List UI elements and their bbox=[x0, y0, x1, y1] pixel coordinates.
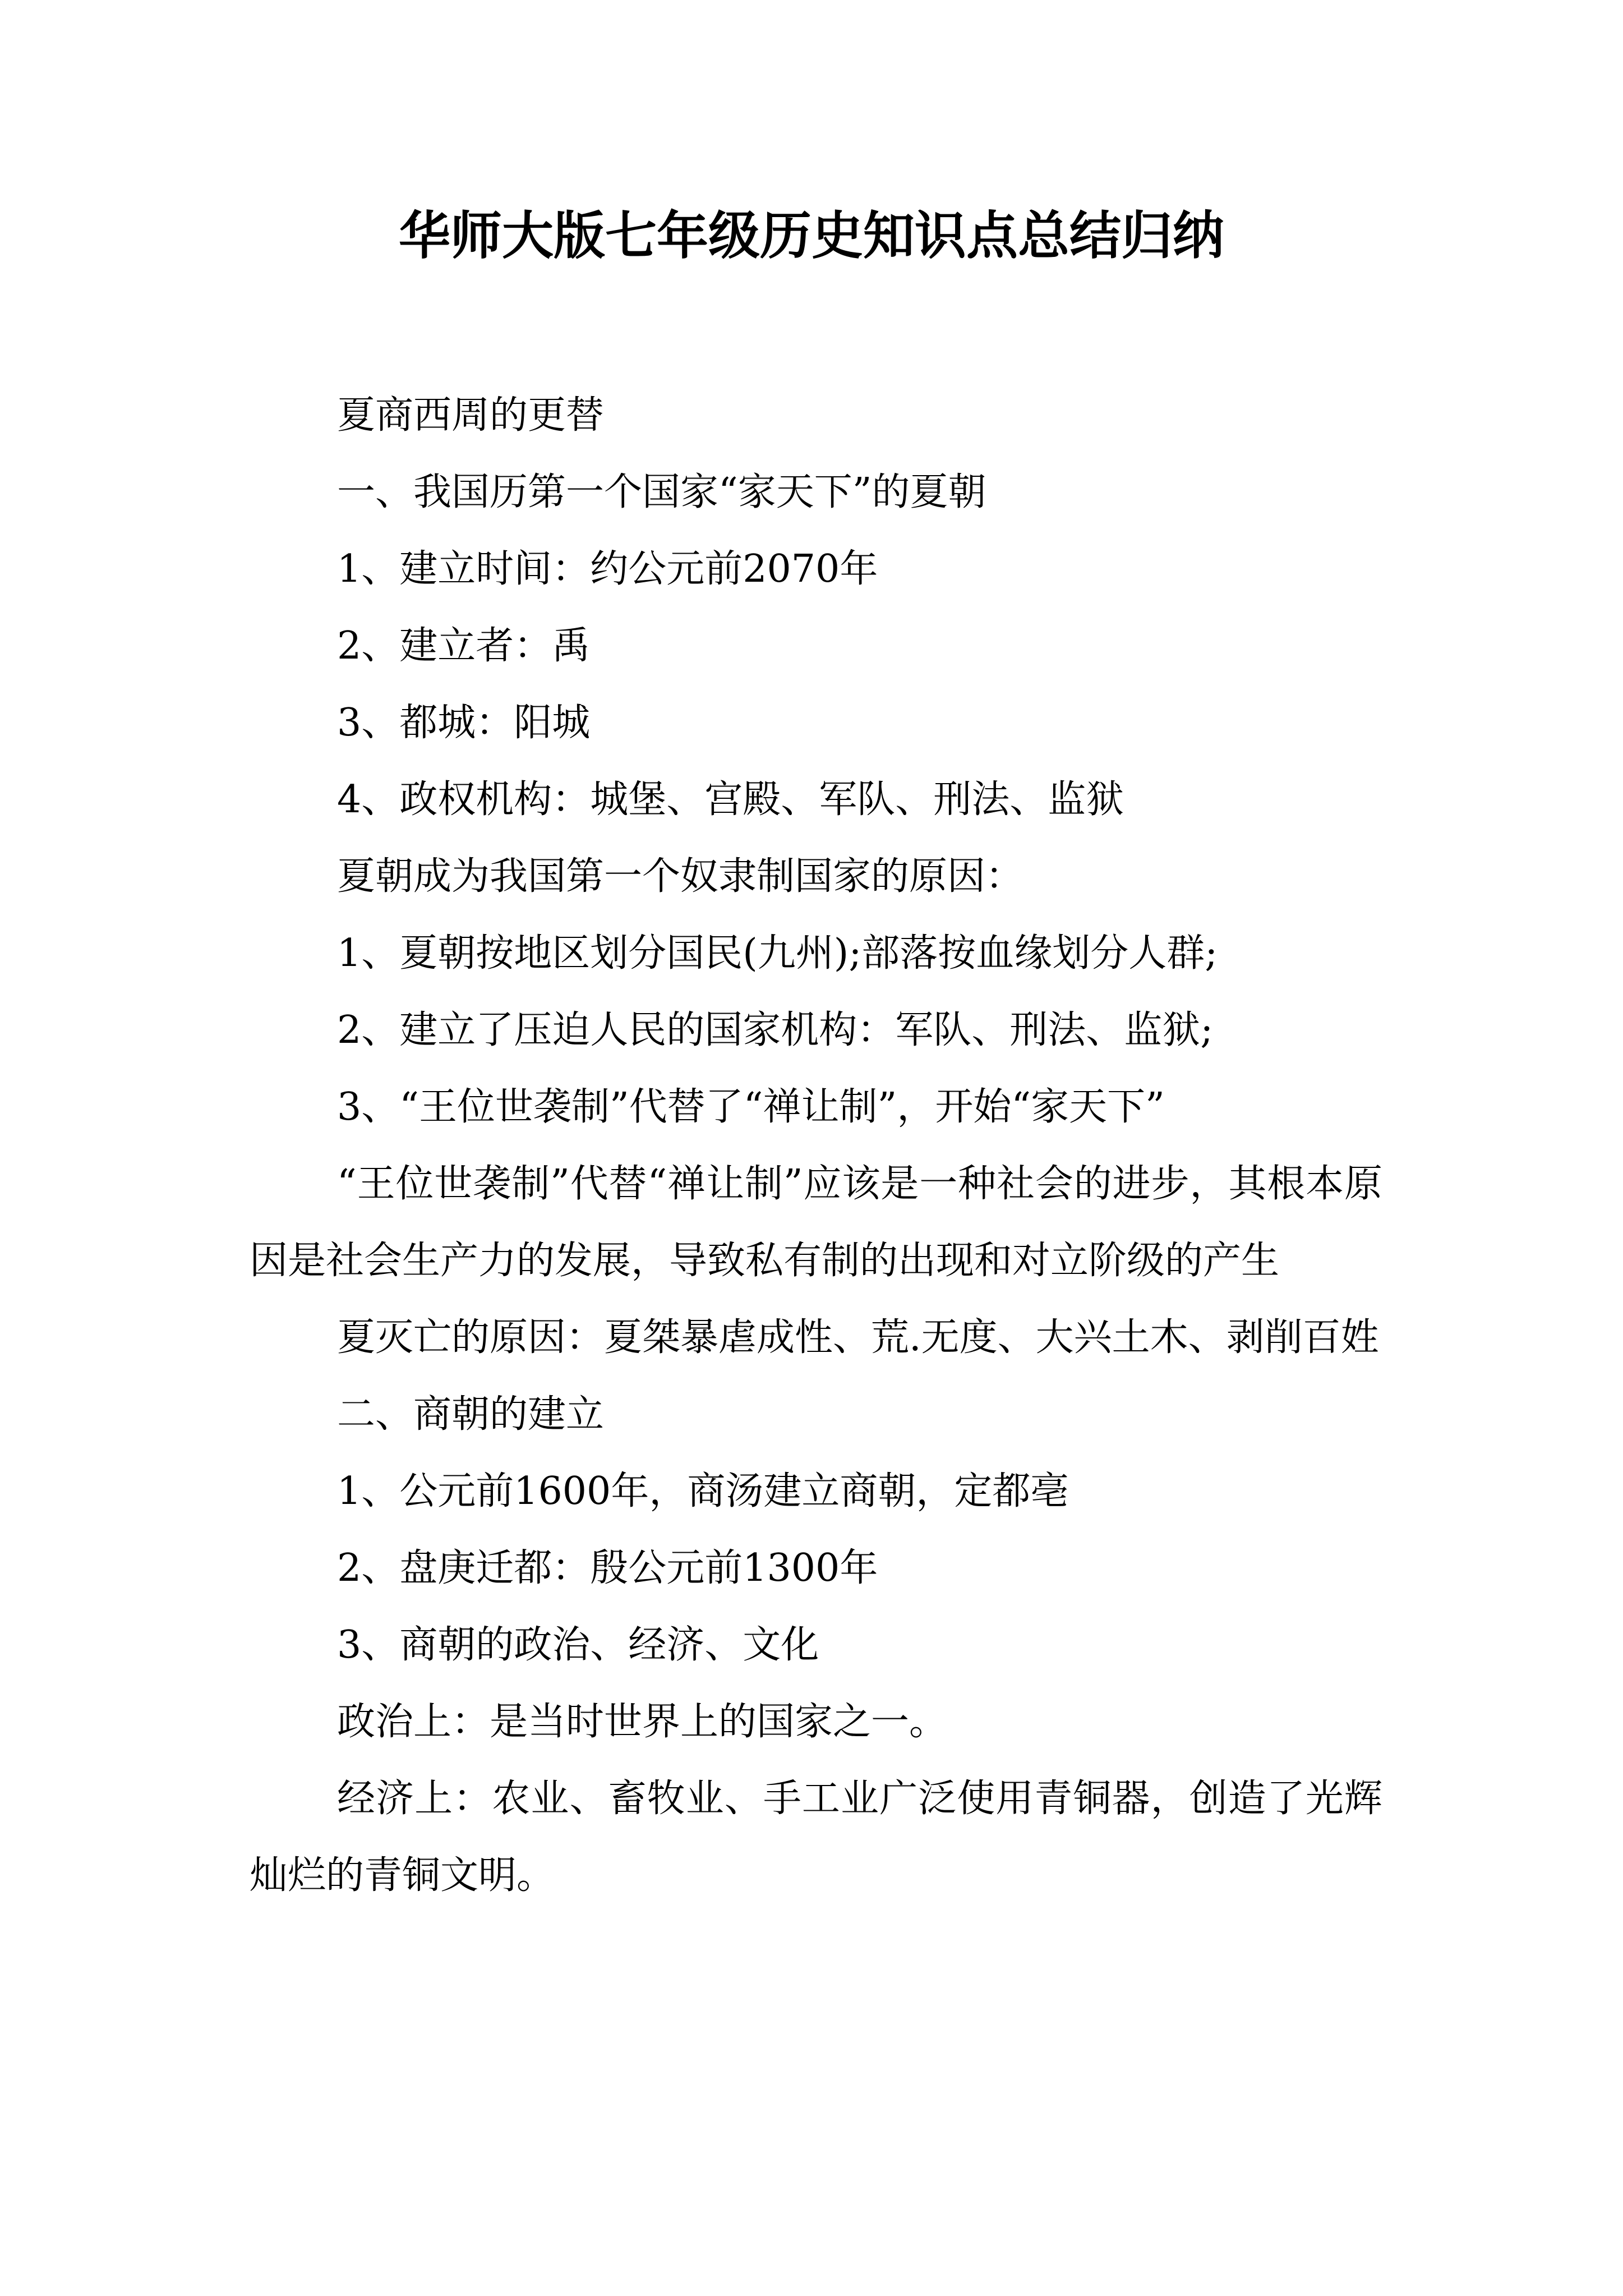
paragraph: 二、商朝的建立 bbox=[337, 1392, 605, 1437]
paragraph: 夏商西周的更替 bbox=[337, 393, 605, 438]
paragraph: 4、政权机构：城堡、宫殿、军队、刑法、监狱 bbox=[337, 777, 1124, 822]
paragraph: 3、都城：阳城 bbox=[337, 701, 591, 745]
paragraph: 经济上：农业、畜牧业、手工业广泛使用青铜器，创造了光辉灿烂的青铜文明。 bbox=[250, 1777, 1382, 1898]
paragraph: 2、建立了压迫人民的国家机构：军队、刑法、监狱; bbox=[337, 1008, 1214, 1052]
paragraph: 3、“王位世袭制”代替了“禅让制”，开始“家天下” bbox=[337, 1085, 1165, 1129]
paragraph: 1、建立时间：约公元前2070年 bbox=[337, 547, 878, 591]
paragraph: 一、我国历第一个国家“家天下”的夏朝 bbox=[337, 470, 986, 514]
paragraph: 夏灭亡的原因：夏桀暴虐成性、荒.无度、大兴土木、剥削百姓 bbox=[337, 1315, 1379, 1360]
paragraph: 3、商朝的政治、经济、文化 bbox=[337, 1623, 819, 1667]
document-title: 华师大版七年级历史知识点总结归纳 bbox=[398, 205, 1224, 266]
paragraph: 2、建立者：禹 bbox=[337, 624, 591, 668]
paragraph: 1、公元前1600年，商汤建立商朝，定都亳 bbox=[337, 1469, 1069, 1513]
paragraph: 政治上：是当时世界上的国家之一。 bbox=[337, 1700, 948, 1744]
paragraph: 1、夏朝按地区划分国民(九州);部落按血缘划分人群; bbox=[337, 931, 1218, 976]
paragraph: 夏朝成为我国第一个奴隶制国家的原因： bbox=[337, 854, 1024, 899]
paragraph: 2、盘庚迁都：殷公元前1300年 bbox=[337, 1546, 878, 1590]
paragraph: “王位世袭制”代替“禅让制”应该是一种社会的进步，其根本原因是社会生产力的发展，导致私有制的出现和对立阶级的产生 bbox=[250, 1162, 1382, 1283]
document-body bbox=[250, 377, 1382, 1914]
